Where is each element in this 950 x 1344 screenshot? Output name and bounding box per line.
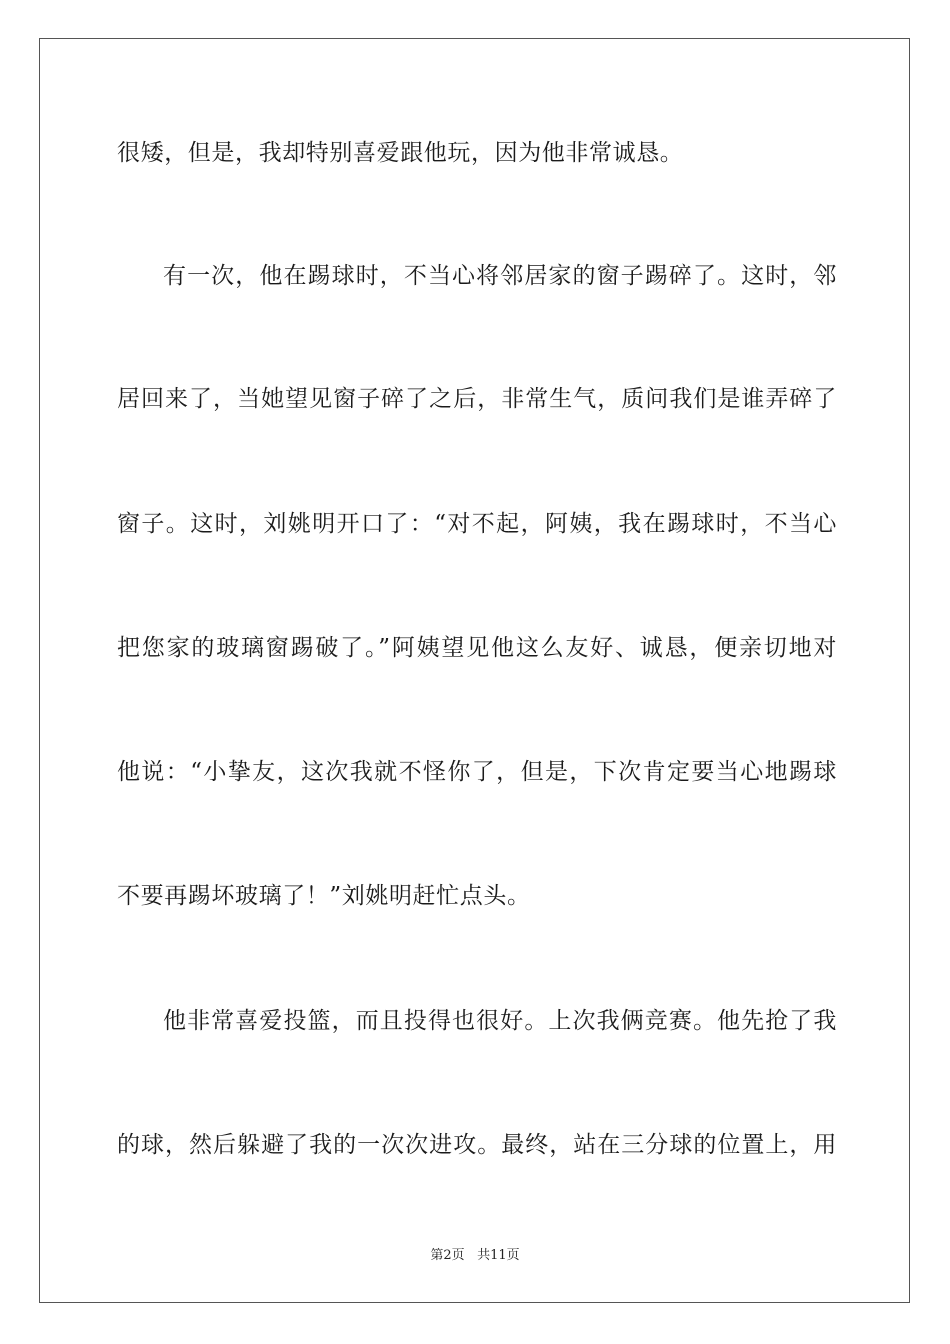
paragraph-line-8: 他非常喜爱投篮，而且投得也很好。上次我俩竞赛。他先抢了我 — [163, 1008, 837, 1034]
page-footer — [0, 1247, 950, 1265]
page-total: 共11页 — [477, 1248, 520, 1263]
paragraph-line-4: 窗子。这时，刘姚明开口了：“对不起，阿姨，我在踢球时，不当心 — [117, 511, 837, 537]
page-number: 第2页 — [430, 1248, 465, 1263]
paragraph-line-5: 把您家的玻璃窗踢破了。”阿姨望见他这么友好、诚恳，便亲切地对 — [117, 635, 837, 661]
page-border — [39, 38, 910, 1303]
paragraph-line-9: 的球，然后躲避了我的一次次进攻。最终，站在三分球的位置上，用 — [117, 1132, 837, 1158]
paragraph-line-1: 很矮，但是，我却特别喜爱跟他玩，因为他非常诚恳。 — [117, 140, 684, 166]
paragraph-line-6: 他说：“小挚友，这次我就不怪你了，但是，下次肯定要当心地踢球 — [117, 759, 837, 785]
paragraph-line-7: 不要再踢坏玻璃了！”刘姚明赶忙点头。 — [117, 883, 531, 909]
paragraph-line-3: 居回来了，当她望见窗子碎了之后，非常生气，质问我们是谁弄碎了 — [117, 386, 837, 412]
paragraph-line-2: 有一次，他在踢球时，不当心将邻居家的窗子踢碎了。这时，邻 — [163, 263, 837, 289]
